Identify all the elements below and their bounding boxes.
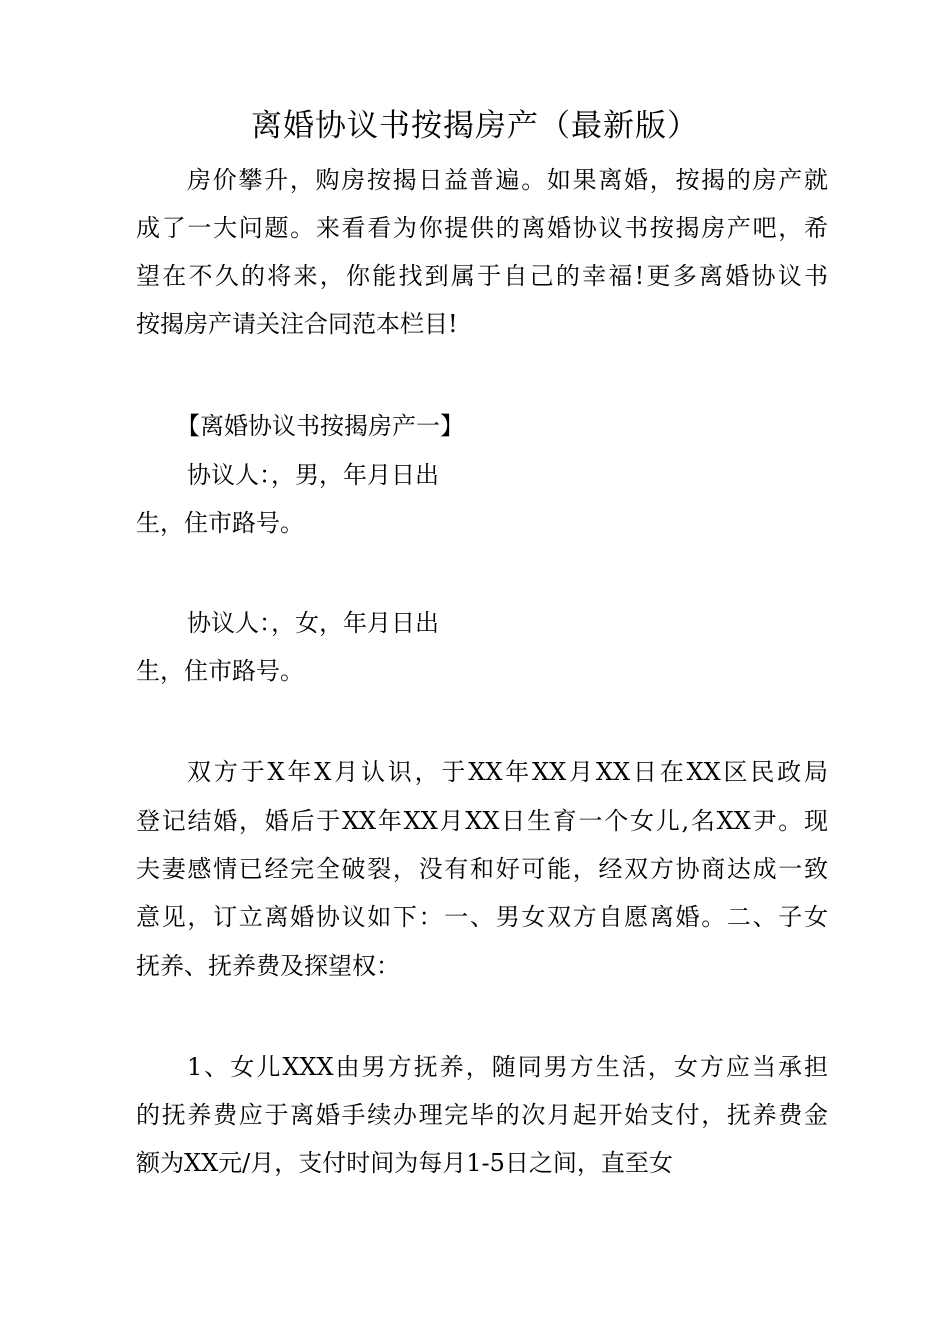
paragraph-line: 的抚养费应于离婚手续办理完毕的次月起开始支付，抚养费金 (136, 1101, 828, 1129)
intro-line: 房价攀升，购房按揭日益普遍。如果离婚，按揭的房产就 (187, 166, 828, 194)
paragraph-line: 夫妻感情已经完全破裂，没有和好可能，经双方协商达成一致 (136, 855, 828, 883)
paragraph-line: 额为XX元/月，支付时间为每月1-5日之间，直至女 (136, 1149, 673, 1177)
paragraph-line: 双方于X年X月认识，于XX年XX月XX日在XX区民政局 (187, 758, 828, 786)
section-heading: 【离婚协议书按揭房产一】 (176, 412, 464, 440)
intro-line: 按揭房产请关注合同范本栏目! (136, 310, 458, 338)
intro-line: 望在不久的将来，你能找到属于自己的幸福!更多离婚协议书 (136, 262, 828, 290)
document-title: 离婚协议书按揭房产（最新版） (251, 108, 699, 144)
intro-line: 成了一大问题。来看看为你提供的离婚协议书按揭房产吧，希 (136, 214, 828, 242)
party2-line: 协议人：，女，年月日出 (187, 609, 439, 637)
paragraph-line: 意见，订立离婚协议如下：一、男女双方自愿离婚。二、子女 (136, 903, 828, 931)
paragraph-line: 登记结婚，婚后于XX年XX月XX日生育一个女儿,名XX尹。现 (136, 807, 828, 835)
paragraph-line: 抚养、抚养费及探望权： (136, 952, 400, 980)
party1-line: 生，住市路号。 (136, 509, 304, 537)
paragraph-line: 1、女儿XXX由男方抚养，随同男方生活，女方应当承担 (187, 1053, 828, 1081)
party2-line: 生，住市路号。 (136, 657, 304, 685)
party1-line: 协议人：，男，年月日出 (187, 461, 439, 489)
